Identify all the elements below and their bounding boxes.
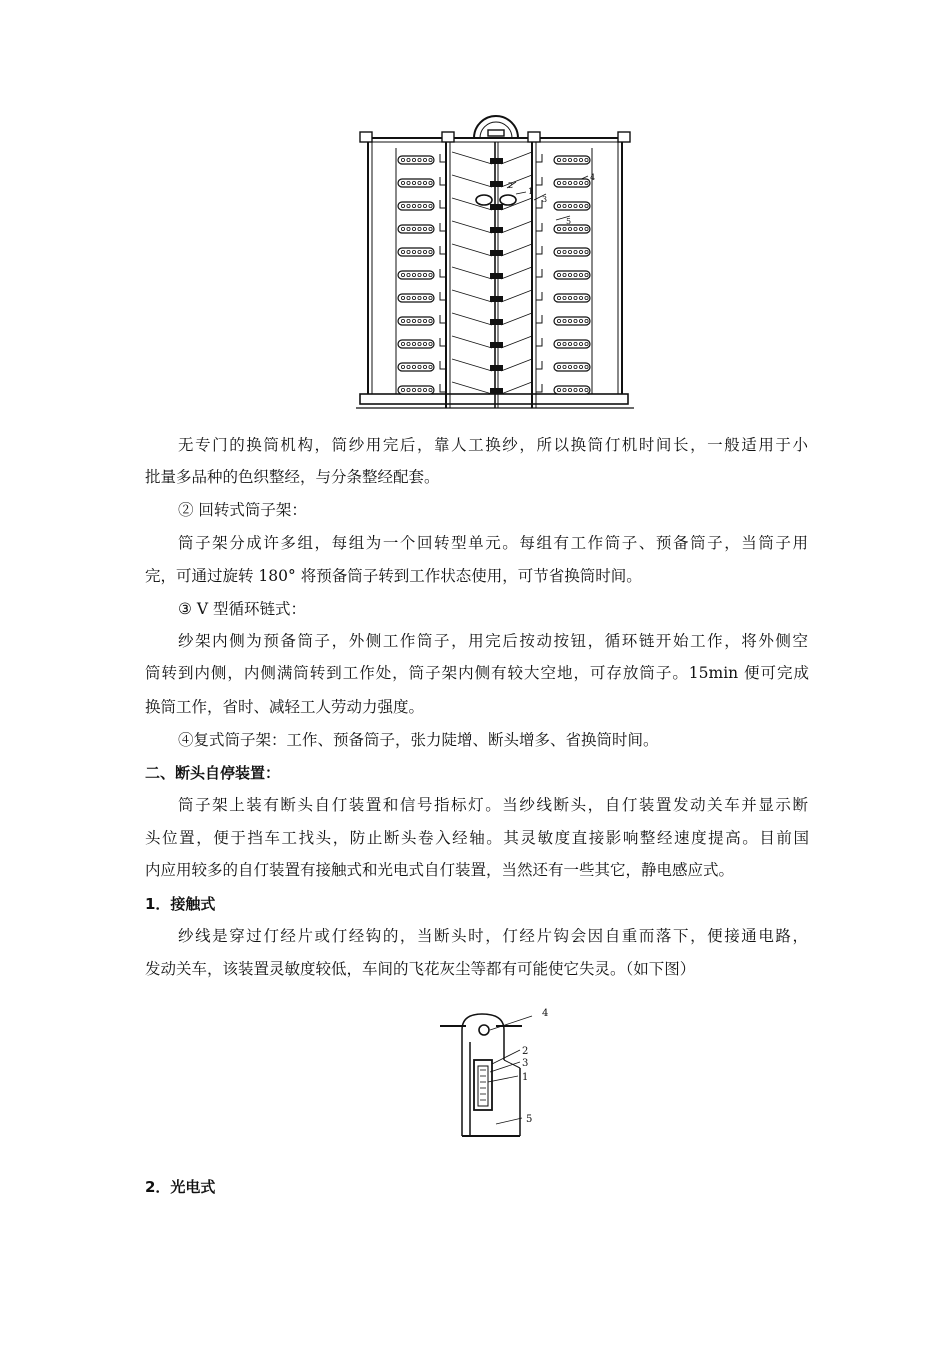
- figure1-callout-1: 1: [528, 187, 534, 196]
- paragraph-4-line-1: 筒子架上装有断头自仃装置和信号指标灯。当纱线断头，自仃装置发动关车并显示断: [178, 796, 808, 814]
- paragraph-4-line-2: 头位置，便于挡车工找头，防止断头卷入经轴。其灵敏度直接影响整经速度提高。目前国: [145, 829, 809, 847]
- section-2-heading: 二、断头自停装置：: [145, 764, 281, 782]
- figure1-callout-4: 4: [590, 173, 596, 182]
- item-2-heading: ② 回转式筒子架：: [178, 501, 307, 519]
- paragraph-1-line-1: 无专门的换筒机构，筒纱用完后，靠人工换纱，所以换筒仃机时间长，一般适用于小: [178, 436, 808, 454]
- subsection-1-heading: 1．接触式: [145, 895, 216, 913]
- contact-stop-device-figure: [436, 1002, 566, 1154]
- paragraph-1-line-2: 批量多品种的色织整经，与分条整经配套。: [145, 468, 440, 486]
- subsection-2-heading: 2．光电式: [145, 1178, 216, 1196]
- figure2-callout-4: 4: [542, 1008, 549, 1019]
- creel-diagram-figure: [356, 108, 634, 412]
- paragraph-2-line-1: 筒子架分成许多组，每组为一个回转型单元。每组有工作筒子、预备筒子，当筒子用: [178, 534, 808, 552]
- paragraph-5-line-1: 纱线是穿过仃经片或仃经钩的，当断头时，仃经片钩会因自重而落下，便接通电路，: [178, 927, 808, 945]
- figure2-callout-3: 3: [522, 1058, 529, 1069]
- figure1-callout-3: 3: [542, 195, 548, 204]
- item-3-heading: ③ V 型循环链式：: [178, 600, 306, 618]
- figure1-callout-2: 2: [508, 181, 514, 190]
- paragraph-4-line-3: 内应用较多的自仃装置有接触式和光电式自仃装置，当然还有一些其它，静电感应式。: [145, 861, 735, 879]
- paragraph-3-line-3: 换筒工作，省时、减轻工人劳动力强度。: [145, 698, 425, 716]
- paragraph-3-line-1: 纱架内侧为预备筒子，外侧工作筒子，用完后按动按钮，循环链开始工作，将外侧空: [178, 632, 808, 650]
- paragraph-2-line-2: 完，可通过旋转 180° 将预备筒子转到工作状态使用，可节省换筒时间。: [145, 567, 642, 585]
- paragraph-5-line-2: 发动关车，该装置灵敏度较低，车间的飞花灰尘等都有可能使它失灵。（如下图）: [145, 960, 696, 978]
- figure2-callout-5: 5: [526, 1114, 533, 1125]
- paragraph-3-line-2: 筒转到内侧，内侧满筒转到工作处，筒子架内侧有较大空地，可存放筒子。15min 便可完成: [145, 664, 809, 682]
- figure1-callout-5: 5: [566, 217, 572, 226]
- figure2-callout-2: 2: [522, 1046, 529, 1057]
- item-4-text: ④复式筒子架：工作、预备筒子，张力陡增、断头增多、省换筒时间。: [178, 731, 659, 749]
- figure2-callout-1: 1: [522, 1072, 529, 1083]
